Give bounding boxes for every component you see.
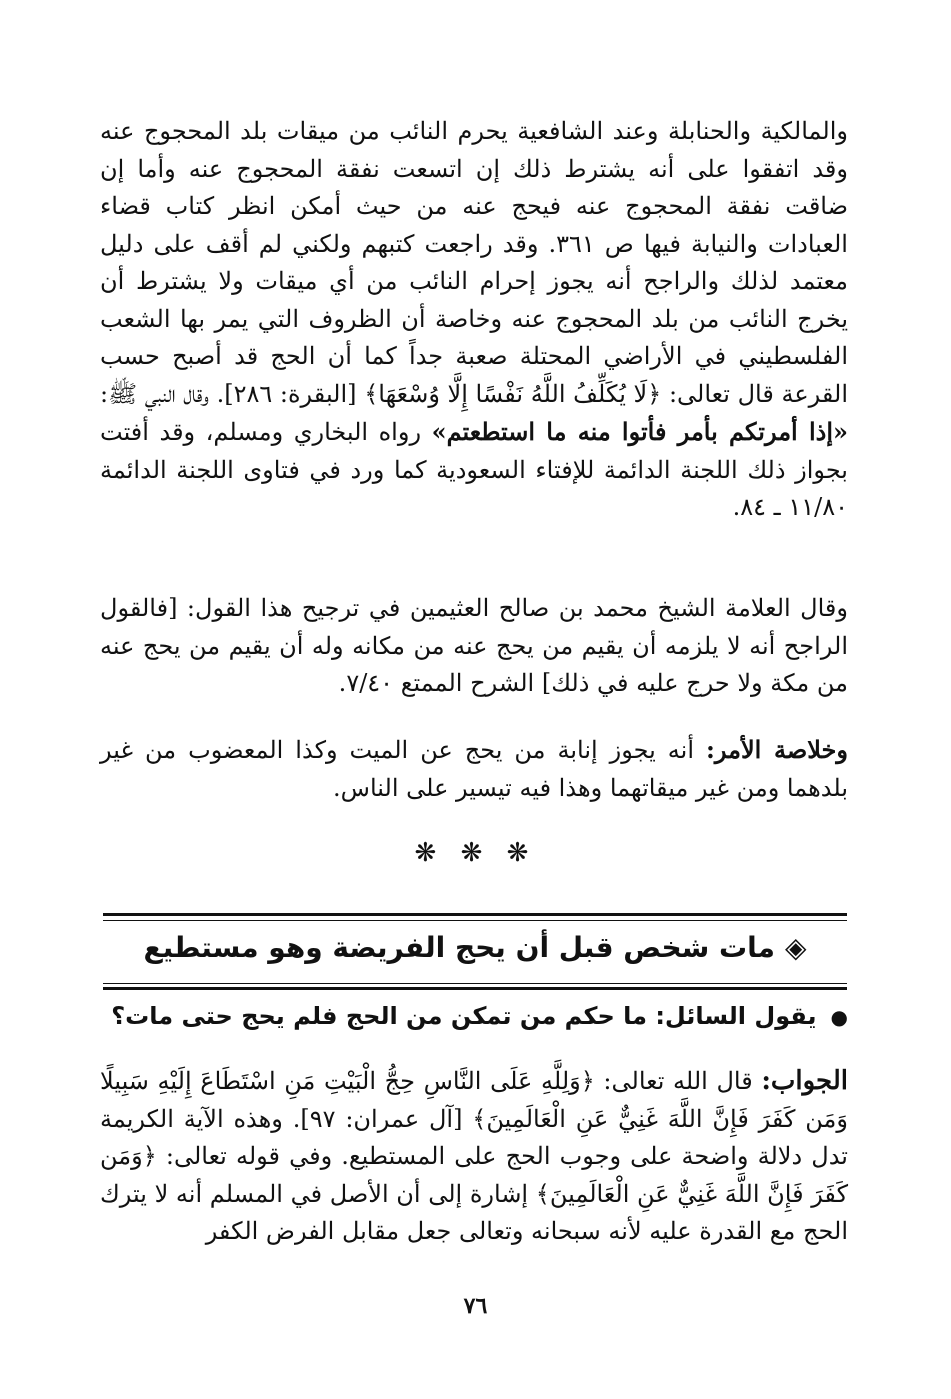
paragraph-text — [100, 1063, 848, 1251]
text-run: وهذه الآية الكريمة تدل دلالة واضحة على وجوب الحج على المستطيع. وفي قوله تعالى: — [100, 1104, 848, 1170]
summary-paragraph — [100, 731, 848, 807]
top-rule-thick — [103, 913, 847, 916]
text-run: أنه يجوز إنابة من يحج عن الميت وكذا المعضوب من غير بلدهما ومن غير ميقاتهما وهذا فيه تيسير على الناس. — [100, 736, 848, 802]
quran-verse: ﴿وَلِلَّهِ عَلَى النَّاسِ حِجُّ الْبَيْتِ مَنِ اسْتَطَاعَ إِلَيْهِ سَبِيلًا وَمَن كَفَرَ فَإِنَّ اللَّهَ غَنِيٌّ عَنِ الْعَالَمِينَ﴾ — [100, 1067, 849, 1133]
question-text: ما حكم من تمكن من الحج فلم يحج حتى مات؟ — [111, 1002, 656, 1030]
section-heading — [103, 931, 847, 964]
answer-label: الجواب: — [761, 1066, 848, 1096]
question-label: يقول السائل: — [655, 1002, 817, 1030]
paragraph-text — [100, 113, 848, 527]
summary-label: وخلاصة الأمر: — [705, 735, 848, 764]
bottom-rule-thick — [103, 987, 847, 990]
text-run: إشارة إلى أن الأصل في المسلم أنه لا يترك الحج مع القدرة عليه لأنه سبحانه وتعالى جعل مقابل الفرض الكفر — [100, 1179, 848, 1245]
question-line — [100, 1002, 848, 1030]
section-title: مات شخص قبل أن يحج الفريضة وهو مستطيع — [143, 931, 775, 964]
quran-verse: ﴿لَا يُكَلِّفُ اللَّهُ نَفْسًا إِلَّا وُسْعَهَا﴾ — [364, 379, 662, 408]
verse-reference: [البقرة: ٢٨٦]. — [216, 379, 365, 408]
paragraph-text: وقال العلامة الشيخ محمد بن صالح العثيمين في ترجيح هذا القول: [فالقول الراجح أنه لا يلزمه أن يقيم من يحج عنه من مكانه وله أن يقيم من يحج عنه من مكة ولا حرج عليه في ذلك] الشرح الممتع ٧/٤٠. — [100, 594, 848, 697]
section-separator: ❋ ❋ ❋ — [414, 838, 537, 868]
text-run: قال الله تعالى: — [594, 1067, 762, 1095]
hadith-quote: «إذا أمرتكم بأمر فأتوا منه ما استطعتم» — [431, 417, 848, 446]
top-rule-thin — [103, 920, 847, 921]
page-number: ٧٦ — [463, 1293, 488, 1319]
text-run: والمالكية والحنابلة وعند الشافعية يحرم النائب من ميقات بلد المحجوج عنه وقد اتفقوا على أنه يشترط ذلك إن اتسعت نفقة المحجوج عنه وأما إن ضاقت نفقة المحجوج عنه فيحج عنه من حيث أمكن انظر كتاب قضاء العبادات والنيابة فيها ص ٣٦١. وقد راجعت كتبهم ولكني لم أقف على دليل معتمد لذلك والراجح أنه يجوز إحرام النائب من أي ميقات ولا يشترط أن يخرج النائب من بلد المحجوج عنه وخاصة أن الظروف التي يمر بها الشعب الفلسطيني في الأراضي المحتلة صعبة جداً كما أن الحج قد أصبح حسب القرعة قال تعالى: — [100, 117, 848, 408]
text-run: رواه البخاري ومسلم، وقد أفتت بجواز ذلك اللجنة الدائمة للإفتاء السعودية كما ورد في فتاوى اللجنة الدائمة ١١/٨٠ ـ ٨٤. — [100, 418, 848, 521]
text-run: وقال النبي ﷺ: — [100, 379, 217, 408]
quran-verse: ﴿وَمَن كَفَرَ فَإِنَّ اللَّهَ غَنِيٌّ عَنِ الْعَالَمِينَ﴾ — [100, 1142, 848, 1208]
verse-reference: [آل عمران: ٩٧]. — [292, 1104, 473, 1133]
body-paragraph — [100, 113, 848, 527]
bottom-rule-thin — [103, 983, 847, 984]
answer-paragraph — [100, 1063, 848, 1251]
bullet-icon: ● — [830, 1005, 848, 1029]
quote-paragraph — [100, 590, 848, 703]
diamond-icon: ◈ — [784, 931, 807, 964]
paragraph-text — [100, 731, 848, 807]
